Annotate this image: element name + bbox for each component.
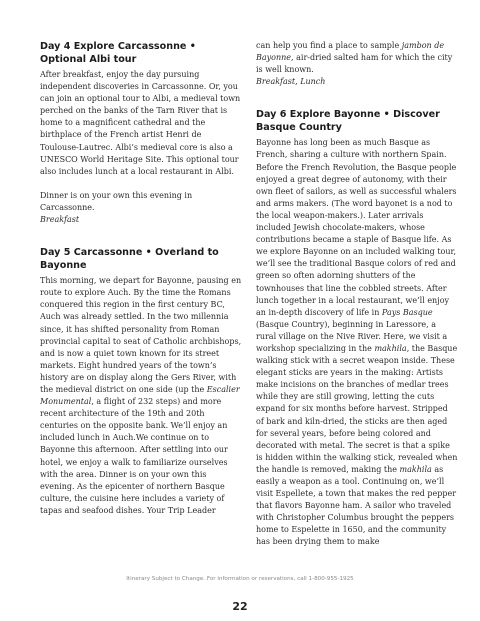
- day6-text-2: (Basque Country), beginning in Laressore, a rural village on the Nive River. Here, we visit a workshop specializing in the: [256, 319, 448, 353]
- day5-heading: Day 5 Carcassonne • Overland to Bayonne: [40, 247, 219, 272]
- day5-text-b: , a flight of 232 steps) and more recent architecture of the 19th and 20th centuries on the opposite bank. We’ll enjoy an included lunch in Auch.We continue on to Bayonne this afternoon. After settling into our hotel, we enjoy a walk to familiarize ourselves with the area. Dinner is on your own this evening. As the epicenter of northern Basque culture, the cuisine here includes a variety of tapas and seafood dishes. Your Trip Leader: [40, 397, 228, 515]
- day4-dinner-note: Dinner is on your own this evening in Carcassonne.: [40, 190, 193, 212]
- day6-text-3: , the Basque walking stick with a secret weapon inside. These elegant sticks are years in the making: Artists make incisions on the branches of medlar trees while they are still growing, letting the cuts expand for six months before harvest. Stripped of bark and kiln-dried, the sticks are then aged for several years, before being colored and decorated with metal. The secret is that a spike is hidden within the walking stick, revealed when the handle is removed, making the: [256, 343, 458, 474]
- spacer: [40, 226, 242, 246]
- day6-italic-pays-basque: Pays Basque: [381, 307, 433, 317]
- spacer: [256, 88, 458, 108]
- day4-heading: Day 4 Explore Carcassonne • Optional Albi tour: [40, 41, 196, 65]
- day5-cont-text-a: can help you find a place to sample: [256, 41, 402, 50]
- day5-meals: Breakfast, Lunch: [256, 77, 326, 87]
- day5-italic-term: Escalier Monumental: [40, 384, 240, 407]
- day5-cont-text-b: , air-dried salted ham for which the city is well known.: [256, 53, 453, 75]
- right-column: [256, 40, 458, 549]
- day6-italic-makhila: makhila: [374, 343, 407, 353]
- day5-cont-italic-term: jambon de Bayonne: [256, 41, 445, 63]
- day6-italic-makhila-2: makhila: [399, 464, 432, 474]
- day6-paragraph: [256, 137, 458, 548]
- footer-note: Itinerary Subject to Change. For information or reservations, call 1-800-955-1925: [126, 576, 354, 582]
- page-number: 22: [232, 600, 248, 613]
- day5-continued-paragraph: [256, 40, 458, 76]
- day4-paragraph: After breakfast, enjoy the day pursuing independent discoveries in Carcassonne. Or, you can join an optional tour to Albi, a medieval town perched on the banks of the Tarn River that is home to a magnificent cathedral and the birthplace of the French artist Henri de Toulouse-Lautrec. Albi’s medieval core is also a UNESCO World Heritage Site. This optional tour also includes lunch at a local restaurant in Albi.: [40, 70, 241, 176]
- day5-text-a: This morning, we depart for Bayonne, pausing en route to explore Auch. By the time the Romans conquered this region in the first century BC, Auch was already settled. In the two millennia since, it has shifted personality from Roman provincial capital to seat of Catholic archbishops, and is now a quiet town known for its street markets. Eight hundred years of the town’s history are on display along the Gers River, with the medieval district on one side (up the: [40, 276, 242, 394]
- day6-text-4: as easily a weapon as a tool. Continuing on, we’ll visit Espellete, a town that makes the red pepper that flavors Bayonne ham. A sailor who traveled with Christopher Columbus brought the peppers home to Espelette in 1650, and the community has been drying them to make: [256, 464, 457, 547]
- day6-text-1: Bayonne has long been as much Basque as French, sharing a culture with northern Spain. Before the French Revolution, the Basque people enjoyed a great degree of autonomy, with their own fleet of sailors, as well as successful whalers and arms makers. (The word bayonet is a nod to the local weapon-makers.). Later arrivals included Jewish chocolate-makers, whose contributions became a staple of Basque life. As we explore Bayonne on an included walking tour, we’ll see the traditional Basque colors of red and green so often adorning shutters of the townhouses that line the cobbled streets. After lunch together in a local restaurant, we’ll enjoy an in-depth discovery of life in: [256, 138, 457, 317]
- left-column: [40, 40, 242, 517]
- spacer: [40, 178, 242, 190]
- day4-meals: Breakfast: [40, 215, 80, 225]
- day5-paragraph: [40, 275, 242, 517]
- day6-heading: Day 6 Explore Bayonne • Discover Basque Country: [256, 109, 440, 134]
